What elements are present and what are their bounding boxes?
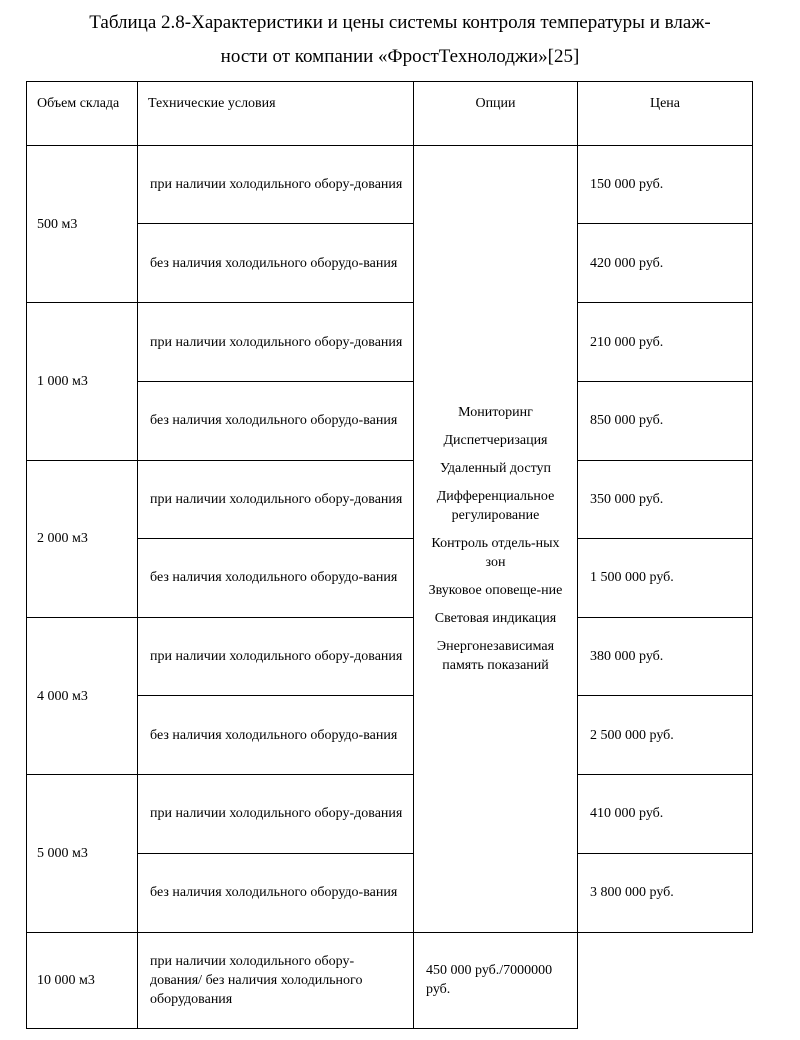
price-cell: 410 000 руб. bbox=[578, 775, 753, 853]
price-cell: 2 500 000 руб. bbox=[578, 696, 753, 775]
condition-cell: без наличия холодильного оборудо-вания bbox=[138, 224, 414, 303]
price-table bbox=[26, 81, 753, 1029]
price-cell: 3 800 000 руб. bbox=[578, 853, 753, 932]
condition-cell: без наличия холодильного оборудо-вания bbox=[138, 696, 414, 775]
condition-cell: при наличии холодильного обору-дования bbox=[138, 303, 414, 381]
option-item: Мониторинг bbox=[458, 404, 533, 420]
option-item: Контроль отдель-ных зон bbox=[431, 535, 560, 570]
volume-cell: 4 000 м3 bbox=[27, 618, 138, 775]
header-volume: Объем склада bbox=[27, 82, 138, 146]
volume-cell: 1 000 м3 bbox=[27, 303, 138, 460]
table-row bbox=[27, 146, 753, 224]
condition-cell: при наличии холодильного обору-дования bbox=[138, 460, 414, 538]
table-caption bbox=[0, 6, 800, 74]
condition-cell: при наличии холодильного обору-дования bbox=[138, 618, 414, 696]
condition-cell: без наличия холодильного оборудо-вания bbox=[138, 538, 414, 617]
option-item: Дифференциальное регулирование bbox=[436, 488, 555, 523]
table-row bbox=[27, 618, 753, 696]
volume-cell: 500 м3 bbox=[27, 146, 138, 303]
volume-cell: 10 000 м3 bbox=[27, 932, 138, 1028]
condition-cell: при наличии холодильного обору-дования bbox=[138, 775, 414, 853]
option-item: Диспетчеризация bbox=[443, 432, 548, 448]
header-conditions: Технические условия bbox=[138, 82, 414, 146]
volume-cell: 2 000 м3 bbox=[27, 460, 138, 617]
options-cell bbox=[414, 146, 578, 933]
price-cell: 150 000 руб. bbox=[578, 146, 753, 224]
table-row bbox=[27, 775, 753, 853]
condition-cell: без наличия холодильного оборудо-вания bbox=[138, 853, 414, 932]
caption-line-1: Таблица 2.8-Характеристики и цены системы контроля температуры и влаж- bbox=[89, 12, 711, 33]
price-cell: 450 000 руб./7000000 руб. bbox=[414, 932, 578, 1028]
price-cell: 420 000 руб. bbox=[578, 224, 753, 303]
price-cell: 350 000 руб. bbox=[578, 460, 753, 538]
option-item: Звуковое оповеще-ние bbox=[428, 582, 563, 598]
header-options: Опции bbox=[414, 82, 578, 146]
condition-cell: при наличии холодильного обору-дования bbox=[138, 146, 414, 224]
option-item: Удаленный доступ bbox=[439, 460, 552, 476]
caption-line-2: ности от компании «ФростТехнолоджи»[25] bbox=[220, 46, 580, 67]
volume-cell: 5 000 м3 bbox=[27, 775, 138, 932]
header-price: Цена bbox=[578, 82, 753, 146]
table-row bbox=[27, 303, 753, 381]
price-cell: 380 000 руб. bbox=[578, 618, 753, 696]
price-cell: 210 000 руб. bbox=[578, 303, 753, 381]
table-row bbox=[27, 932, 753, 1028]
option-item: Световая индикация bbox=[434, 610, 557, 626]
table-row bbox=[27, 460, 753, 538]
condition-cell: без наличия холодильного оборудо-вания bbox=[138, 381, 414, 460]
option-item: Энергонезависимая память показаний bbox=[436, 638, 555, 673]
header-row bbox=[27, 82, 753, 146]
price-cell: 850 000 руб. bbox=[578, 381, 753, 460]
price-cell: 1 500 000 руб. bbox=[578, 538, 753, 617]
condition-cell: при наличии холодильного обору-дования/ без наличия холодильного оборудования bbox=[138, 932, 414, 1028]
